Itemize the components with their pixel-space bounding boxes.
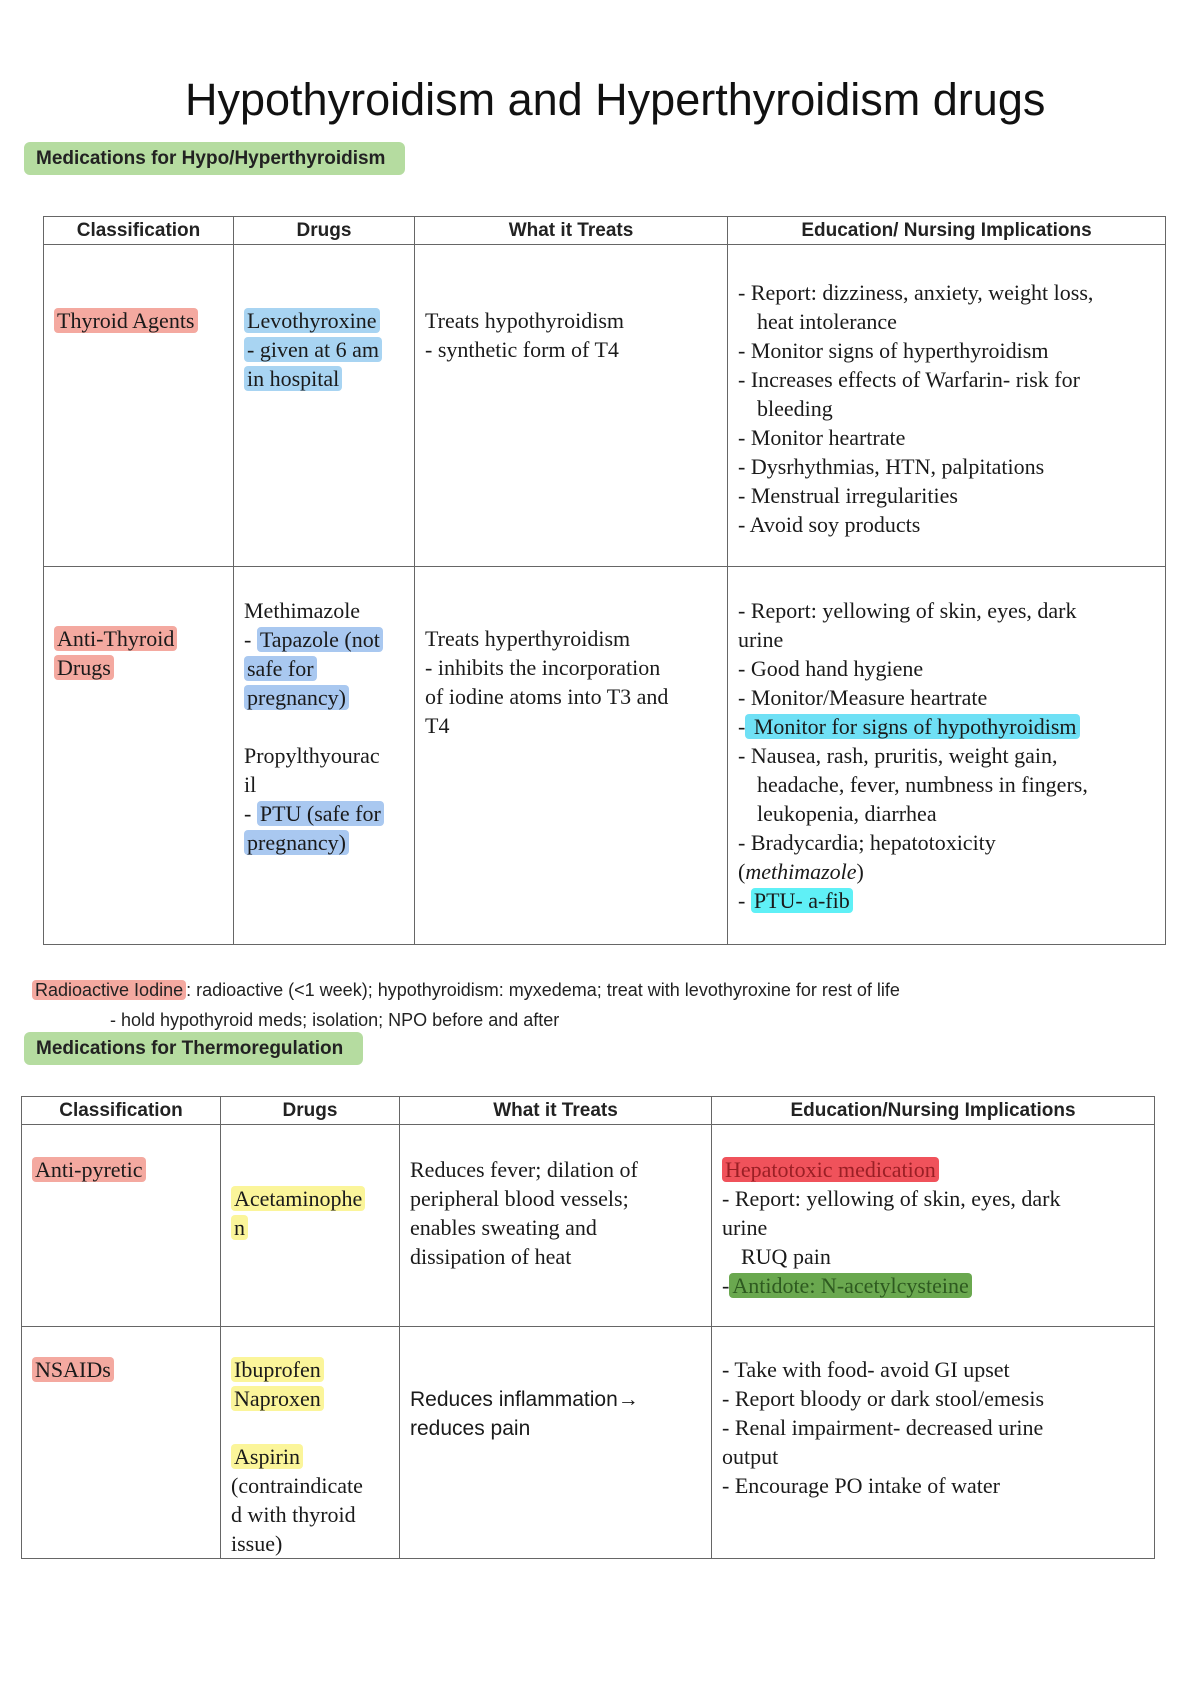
thyroid-medications-table bbox=[43, 216, 1166, 945]
drug-acetaminophen: Acetaminophe bbox=[231, 1186, 365, 1211]
drug-note: pregnancy) bbox=[244, 685, 349, 710]
education-line: - Nausea, rash, pruritis, weight gain, bbox=[738, 743, 1058, 768]
table-row-nsaids bbox=[22, 1327, 1155, 1559]
education-line: - Dysrhythmias, HTN, palpitations bbox=[738, 454, 1045, 479]
education-line: bleeding bbox=[757, 396, 833, 421]
dash: - bbox=[738, 714, 746, 739]
education-line: urine bbox=[738, 627, 784, 652]
drug-naproxen: Naproxen bbox=[231, 1386, 324, 1411]
education-line-highlight: Monitor for signs of hypothyroidism bbox=[745, 714, 1079, 739]
treats-line: Reduces fever; dilation of bbox=[410, 1157, 638, 1182]
classification-anti-thyroid: Anti-Thyroid bbox=[54, 626, 177, 651]
dash: - bbox=[244, 627, 257, 652]
header-drugs: Drugs bbox=[234, 217, 415, 245]
cell-classification bbox=[22, 1125, 221, 1327]
cell-drugs bbox=[221, 1125, 400, 1327]
radioactive-iodine-note bbox=[32, 980, 900, 1001]
education-line: - Increases effects of Warfarin- risk for bbox=[738, 367, 1080, 392]
education-line: headache, fever, numbness in fingers, bbox=[757, 772, 1088, 797]
thermoregulation-medications-table bbox=[21, 1096, 1155, 1559]
radioactive-iodine-line2: - hold hypothyroid meds; isolation; NPO before and after bbox=[110, 1010, 560, 1030]
education-line: - Avoid soy products bbox=[738, 512, 921, 537]
header-what-it-treats: What it Treats bbox=[400, 1097, 712, 1125]
education-line: urine bbox=[722, 1215, 768, 1240]
education-line: - Bradycardia; hepatotoxicity bbox=[738, 830, 996, 855]
paren: ( bbox=[738, 859, 746, 884]
radioactive-iodine-label: Radioactive Iodine bbox=[32, 980, 186, 1000]
radioactive-iodine-text: : radioactive (<1 week); hypothyroidism: myxedema; treat with levothyroxine for rest of life bbox=[186, 980, 900, 1000]
section-heading-thermoregulation-text: Medications for Thermoregulation bbox=[24, 1032, 363, 1065]
education-line: - Monitor/Measure heartrate bbox=[738, 685, 988, 710]
drug-propylthiouracil: il bbox=[244, 772, 257, 797]
treats-line: dissipation of heat bbox=[410, 1244, 572, 1269]
cell-treats bbox=[400, 1125, 712, 1327]
classification-anti-pyretic: Anti-pyretic bbox=[32, 1157, 146, 1182]
education-line: - Renal impairment- decreased urine bbox=[722, 1415, 1044, 1440]
treats-line: T4 bbox=[425, 713, 450, 738]
education-line-highlight: PTU- a-fib bbox=[751, 888, 853, 913]
table-header-row bbox=[22, 1097, 1155, 1125]
table-row-thyroid-agents bbox=[44, 245, 1166, 567]
education-line: - Encourage PO intake of water bbox=[722, 1473, 1000, 1498]
education-line: - Good hand hygiene bbox=[738, 656, 924, 681]
treats-line: Reduces inflammation→ bbox=[410, 1388, 639, 1411]
header-what-it-treats: What it Treats bbox=[415, 217, 728, 245]
header-drugs: Drugs bbox=[221, 1097, 400, 1125]
treats-line: of iodine atoms into T3 and bbox=[425, 684, 669, 709]
drug-note: in hospital bbox=[244, 366, 342, 391]
cell-education bbox=[712, 1327, 1155, 1559]
drug-note: (contraindicate bbox=[231, 1473, 363, 1498]
italic-text: methimazole bbox=[745, 859, 857, 884]
drug-note: - given at 6 am bbox=[244, 337, 382, 362]
education-line: - Report: dizziness, anxiety, weight loss, bbox=[738, 280, 1094, 305]
education-line-highlight: Hepatotoxic medication bbox=[722, 1157, 939, 1182]
treats-line: enables sweating and bbox=[410, 1215, 597, 1240]
education-line: - Take with food- avoid GI upset bbox=[722, 1357, 1010, 1382]
education-line: - Report bloody or dark stool/emesis bbox=[722, 1386, 1045, 1411]
education-line: - Menstrual irregularities bbox=[738, 483, 958, 508]
drug-note: safe for bbox=[244, 656, 317, 681]
drug-note: d with thyroid bbox=[231, 1502, 356, 1527]
treats-line: peripheral blood vessels; bbox=[410, 1186, 629, 1211]
header-education: Education/ Nursing Implications bbox=[728, 217, 1166, 245]
drug-acetaminophen: n bbox=[231, 1215, 248, 1240]
cell-drugs bbox=[221, 1327, 400, 1559]
drug-aspirin: Aspirin bbox=[231, 1444, 303, 1469]
dash: - bbox=[244, 801, 257, 826]
drug-propylthiouracil: Propylthyourac bbox=[244, 743, 380, 768]
education-line bbox=[738, 857, 1155, 886]
table-row-anti-pyretic bbox=[22, 1125, 1155, 1327]
cell-education bbox=[712, 1125, 1155, 1327]
classification-thyroid-agents: Thyroid Agents bbox=[54, 308, 198, 333]
section-heading-thyroid-text: Medications for Hypo/Hyperthyroidism bbox=[24, 142, 405, 175]
table-row-anti-thyroid bbox=[44, 567, 1166, 945]
section-heading-thermoregulation bbox=[24, 1038, 363, 1060]
cell-drugs bbox=[234, 245, 415, 567]
drug-note: pregnancy) bbox=[244, 830, 349, 855]
cell-treats bbox=[400, 1327, 712, 1559]
drug-note: issue) bbox=[231, 1531, 283, 1556]
cell-education bbox=[728, 245, 1166, 567]
education-line: - Report: yellowing of skin, eyes, dark bbox=[738, 598, 1077, 623]
header-education: Education/Nursing Implications bbox=[712, 1097, 1155, 1125]
cell-education bbox=[728, 567, 1166, 945]
treats-line: reduces pain bbox=[410, 1417, 531, 1440]
cell-classification bbox=[22, 1327, 221, 1559]
cell-classification bbox=[44, 245, 234, 567]
dash: - bbox=[722, 1273, 730, 1298]
cell-classification bbox=[44, 567, 234, 945]
drug-ibuprofen: Ibuprofen bbox=[231, 1357, 324, 1382]
cell-drugs bbox=[234, 567, 415, 945]
header-classification: Classification bbox=[44, 217, 234, 245]
education-line: - Monitor heartrate bbox=[738, 425, 906, 450]
section-heading-thyroid bbox=[24, 148, 405, 170]
education-line: output bbox=[722, 1444, 779, 1469]
cell-treats bbox=[415, 245, 728, 567]
drug-methimazole: Methimazole bbox=[244, 598, 361, 623]
treats-line: Treats hypothyroidism bbox=[425, 308, 625, 333]
classification-anti-thyroid: Drugs bbox=[54, 655, 114, 680]
page-title: Hypothyroidism and Hyperthyroidism drugs bbox=[185, 74, 1046, 125]
header-classification: Classification bbox=[22, 1097, 221, 1125]
education-line: RUQ pain bbox=[741, 1244, 831, 1269]
education-line: leukopenia, diarrhea bbox=[757, 801, 937, 826]
classification-nsaids: NSAIDs bbox=[32, 1357, 114, 1382]
drug-note: PTU (safe for bbox=[257, 801, 384, 826]
cell-treats bbox=[415, 567, 728, 945]
dash: - bbox=[738, 888, 751, 913]
table-header-row bbox=[44, 217, 1166, 245]
treats-line: - inhibits the incorporation bbox=[425, 655, 661, 680]
education-line-highlight: Antidote: N-acetylcysteine bbox=[729, 1273, 971, 1298]
treats-line: Treats hyperthyroidism bbox=[425, 626, 631, 651]
education-line: - Monitor signs of hyperthyroidism bbox=[738, 338, 1049, 363]
drug-levothyroxine: Levothyroxine bbox=[244, 308, 380, 333]
drug-note: Tapazole (not bbox=[257, 627, 383, 652]
paren: ) bbox=[856, 859, 864, 884]
education-line: - Report: yellowing of skin, eyes, dark bbox=[722, 1186, 1061, 1211]
education-line: heat intolerance bbox=[757, 309, 897, 334]
treats-line: - synthetic form of T4 bbox=[425, 337, 619, 362]
